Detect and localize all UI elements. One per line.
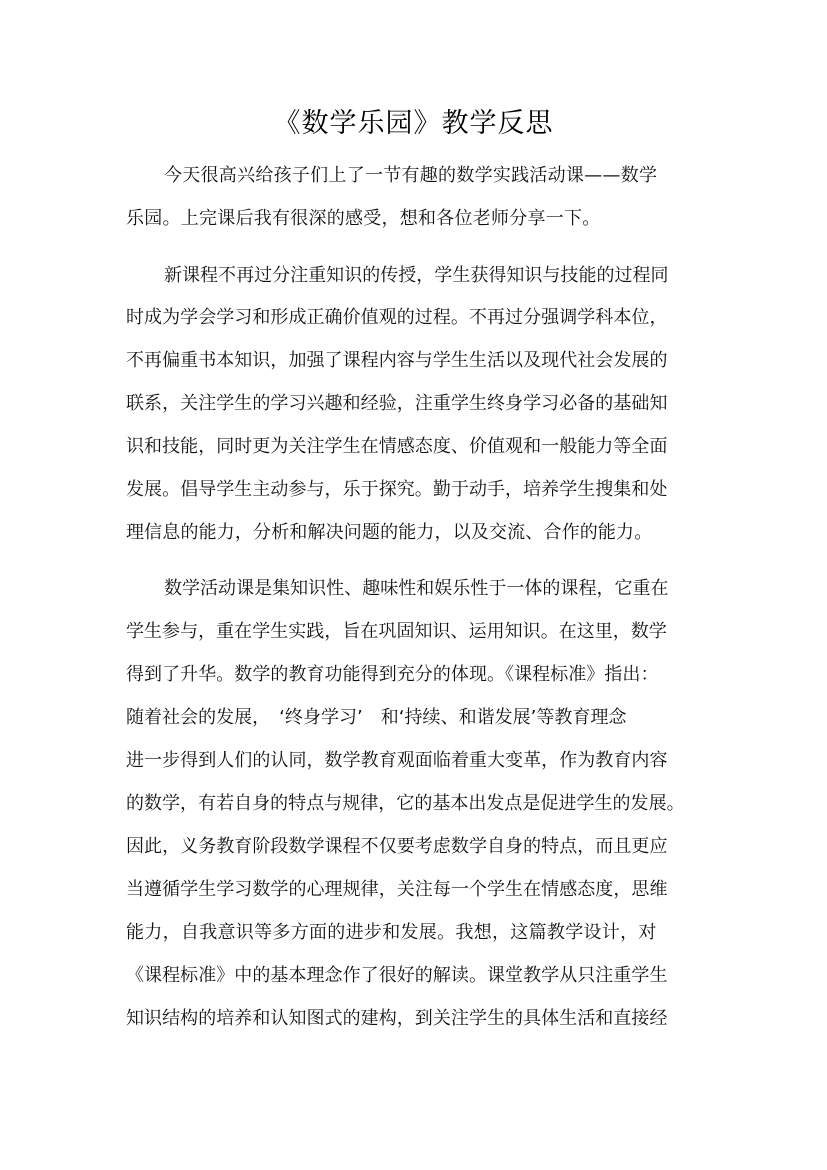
paragraph-3-line-5: 进一步得到人们的认同，数学教育观面临着重大变革，作为教育内容 <box>126 750 668 771</box>
paragraph-3-line-3: 得到了升华。数学的教育功能得到充分的体现。《课程标准》指出： <box>126 664 659 685</box>
paragraph-2-line-5: 识和技能，同时更为关注学生在情感态度、价值观和一般能力等全面 <box>126 436 668 457</box>
document-title: 《数学乐园》教学反思 <box>273 108 554 139</box>
paragraph-1-line-2: 乐园。上完课后我有很深的感受，想和各位老师分享一下。 <box>126 208 601 229</box>
paragraph-3-line-1: 数学活动课是集知识性、趣味性和娱乐性于一体的课程，它重在 <box>164 578 669 599</box>
paragraph-2-line-3: 不再偏重书本知识，加强了课程内容与学生生活以及现代社会发展的 <box>126 350 668 371</box>
paragraph-2-line-4: 联系，关注学生的学习兴趣和经验，注重学生终身学习必备的基础知 <box>126 393 668 414</box>
paragraph-3-line-7: 因此，义务教育阶段数学课程不仅要考虑数学自身的特点，而且更应 <box>126 836 668 857</box>
paragraph-2-line-7: 理信息的能力，分析和解决问题的能力，以及交流、合作的能力。 <box>126 522 653 543</box>
paragraph-3-line-9: 能力，自我意识等多方面的进步和发展。我想，这篇教学设计，对 <box>126 922 657 943</box>
paragraph-3-line-8: 当遵循学生学习数学的心理规律，关注每一个学生在情感态度，思维 <box>126 879 668 900</box>
paragraph-3-line-4: 随着社会的发展， ‘终身学习’ 和‘持续、和谐发展’等教育理念 <box>126 707 627 728</box>
paragraph-3-line-6: 的数学，有若自身的特点与规律，它的基本出发点是促进学生的发展。 <box>126 793 685 814</box>
paragraph-3-line-2: 学生参与，重在学生实践，旨在巩固知识、运用知识。在这里，数学 <box>126 621 667 642</box>
paragraph-3-line-10: 《课程标准》中的基本理念作了很好的解读。课堂教学从只注重学生 <box>126 965 668 986</box>
paragraph-2-line-6: 发展。倡导学生主动参与，乐于探究。勤于动手，培养学生搜集和处 <box>126 479 668 500</box>
paragraph-1-line-1: 今天很高兴给孩子们上了一节有趣的数学实践活动课——数学 <box>164 165 658 186</box>
paragraph-3-line-11: 知识结构的培养和认知图式的建构，到关注学生的具体生活和直接经 <box>126 1008 668 1029</box>
paragraph-2-line-1: 新课程不再过分注重知识的传授，学生获得知识与技能的过程同 <box>164 265 669 286</box>
paragraph-2-line-2: 时成为学会学习和形成正确价值观的过程。不再过分强调学科本位， <box>126 307 668 328</box>
